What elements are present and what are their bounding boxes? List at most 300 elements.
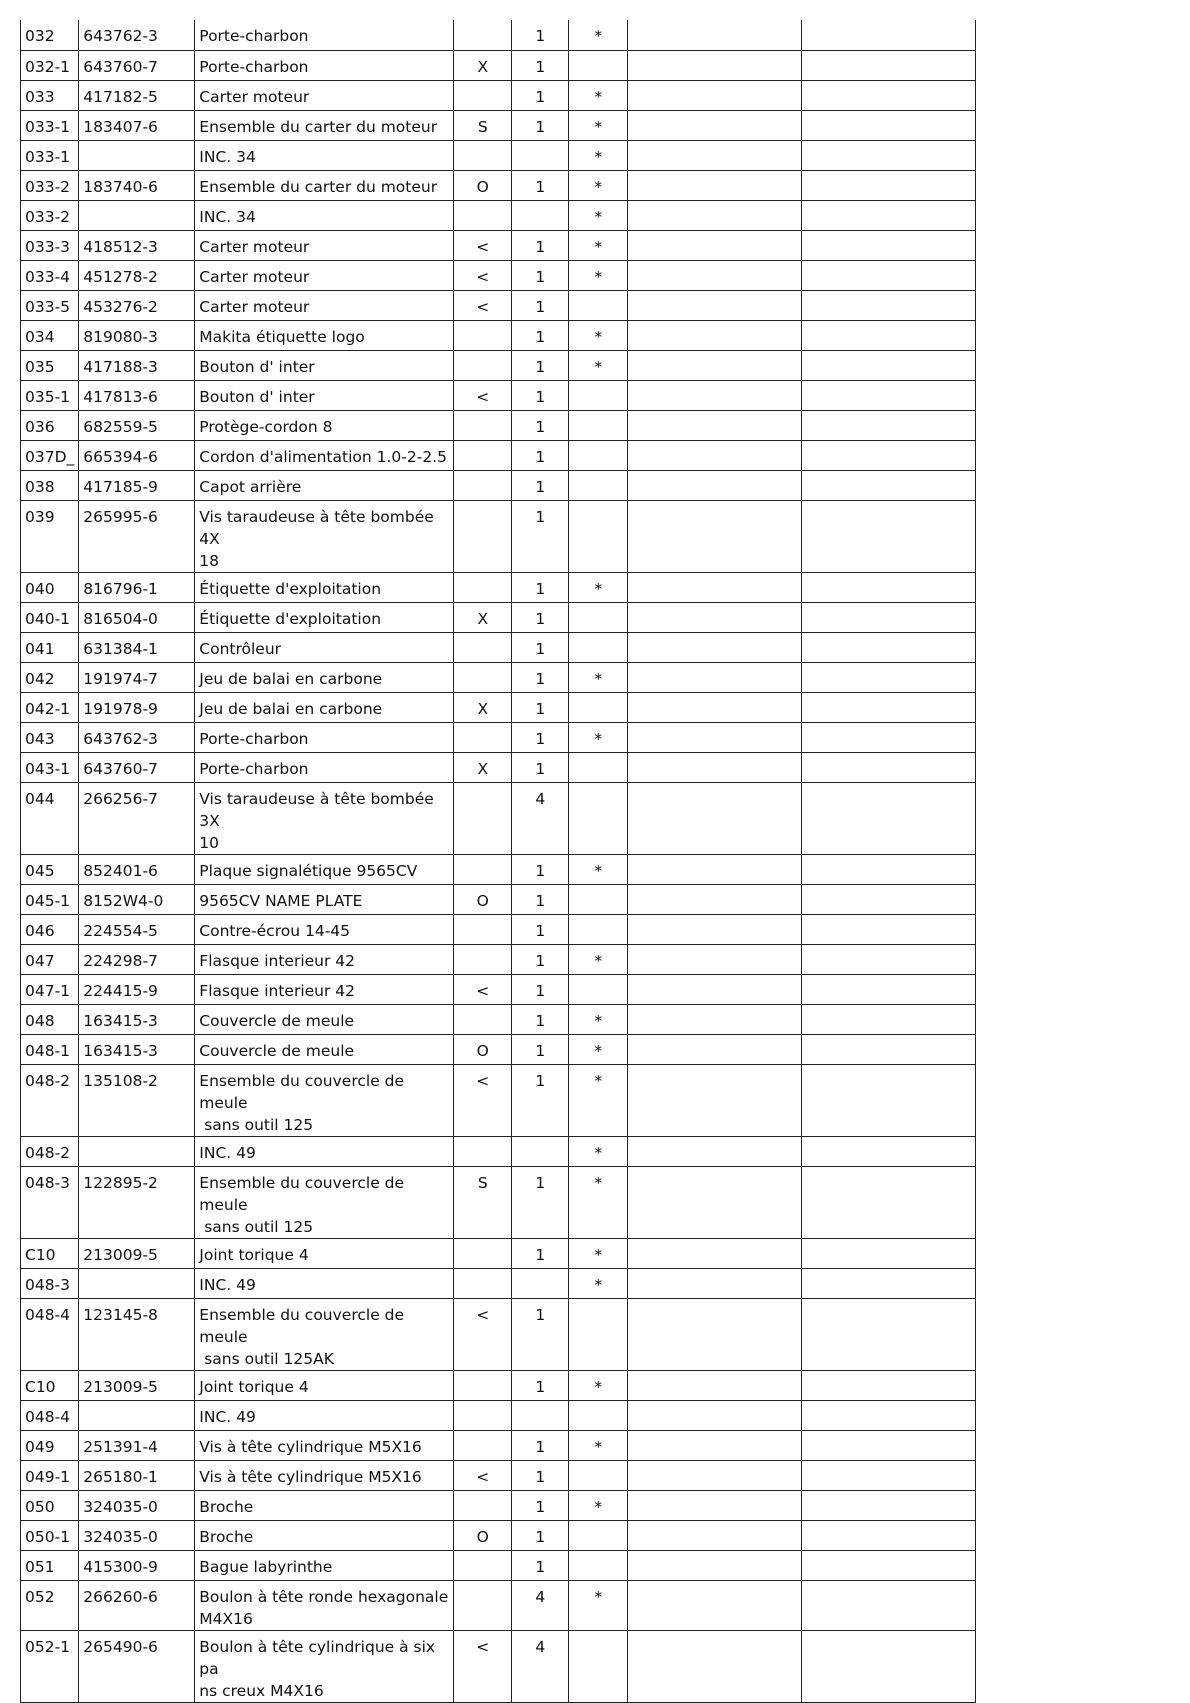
note-cell: * — [569, 80, 628, 110]
table-row — [21, 1034, 976, 1064]
table-row — [21, 632, 976, 662]
code-cell: < — [454, 380, 512, 410]
empty-cell — [802, 200, 976, 230]
quantity-cell: 4 — [512, 1580, 569, 1630]
note-cell: * — [569, 140, 628, 170]
note-cell — [569, 1298, 628, 1370]
empty-cell — [802, 440, 976, 470]
empty-cell — [802, 974, 976, 1004]
note-cell: * — [569, 1370, 628, 1400]
description-cell: Boulon à tête cylindrique à six pa ns creux M4X16 — [195, 1630, 454, 1702]
note-cell — [569, 632, 628, 662]
reference-cell: 643760-7 — [79, 50, 195, 80]
part-number-cell: 037D_ — [21, 440, 79, 470]
description-cell: Plaque signalétique 9565CV — [195, 854, 454, 884]
empty-cell — [628, 884, 802, 914]
part-number-cell: 047 — [21, 944, 79, 974]
part-number-cell: 033-5 — [21, 290, 79, 320]
part-number-cell: 048-1 — [21, 1034, 79, 1064]
note-cell — [569, 752, 628, 782]
empty-cell — [628, 1268, 802, 1298]
table-row — [21, 782, 976, 854]
part-number-cell: 034 — [21, 320, 79, 350]
reference-cell: 183407-6 — [79, 110, 195, 140]
empty-cell — [628, 440, 802, 470]
code-cell — [454, 200, 512, 230]
empty-cell — [802, 1630, 976, 1702]
note-cell: * — [569, 1136, 628, 1166]
table-row — [21, 80, 976, 110]
table-row — [21, 260, 976, 290]
reference-cell: 415300-9 — [79, 1550, 195, 1580]
code-cell — [454, 944, 512, 974]
code-cell — [454, 1370, 512, 1400]
description-cell: Bague labyrinthe — [195, 1550, 454, 1580]
code-cell: O — [454, 170, 512, 200]
code-cell — [454, 1430, 512, 1460]
description-cell: Joint torique 4 — [195, 1370, 454, 1400]
code-cell: X — [454, 692, 512, 722]
empty-cell — [628, 380, 802, 410]
reference-cell: 213009-5 — [79, 1238, 195, 1268]
note-cell: * — [569, 1004, 628, 1034]
reference-cell: 266260-6 — [79, 1580, 195, 1630]
description-cell: Carter moteur — [195, 290, 454, 320]
note-cell — [569, 602, 628, 632]
code-cell: < — [454, 1630, 512, 1702]
note-cell — [569, 500, 628, 572]
part-number-cell: 044 — [21, 782, 79, 854]
empty-cell — [802, 1460, 976, 1490]
part-number-cell: 049 — [21, 1430, 79, 1460]
description-cell: INC. 49 — [195, 1136, 454, 1166]
table-row — [21, 1238, 976, 1268]
part-number-cell: 033-2 — [21, 200, 79, 230]
code-cell — [454, 1238, 512, 1268]
quantity-cell: 1 — [512, 1550, 569, 1580]
code-cell: < — [454, 1064, 512, 1136]
table-row — [21, 200, 976, 230]
empty-cell — [802, 914, 976, 944]
quantity-cell: 1 — [512, 1460, 569, 1490]
reference-cell: 265180-1 — [79, 1460, 195, 1490]
table-row — [21, 914, 976, 944]
description-cell: Ensemble du carter du moteur — [195, 170, 454, 200]
description-cell: Broche — [195, 1490, 454, 1520]
reference-cell: 643760-7 — [79, 752, 195, 782]
empty-cell — [628, 1460, 802, 1490]
code-cell — [454, 410, 512, 440]
empty-cell — [802, 782, 976, 854]
quantity-cell: 1 — [512, 1004, 569, 1034]
reference-cell — [79, 1400, 195, 1430]
description-cell: Boulon à tête ronde hexagonale M4X16 — [195, 1580, 454, 1630]
reference-cell: 191978-9 — [79, 692, 195, 722]
quantity-cell: 1 — [512, 1166, 569, 1238]
table-row — [21, 1490, 976, 1520]
quantity-cell: 1 — [512, 500, 569, 572]
code-cell: < — [454, 1298, 512, 1370]
part-number-cell: 038 — [21, 470, 79, 500]
quantity-cell: 1 — [512, 1370, 569, 1400]
table-row — [21, 1370, 976, 1400]
note-cell: * — [569, 1268, 628, 1298]
quantity-cell: 1 — [512, 572, 569, 602]
quantity-cell: 1 — [512, 260, 569, 290]
table-row — [21, 110, 976, 140]
note-cell — [569, 440, 628, 470]
part-number-cell: 035 — [21, 350, 79, 380]
empty-cell — [628, 260, 802, 290]
table-row — [21, 1580, 976, 1630]
empty-cell — [628, 662, 802, 692]
description-cell: 9565CV NAME PLATE — [195, 884, 454, 914]
empty-cell — [628, 602, 802, 632]
quantity-cell: 1 — [512, 914, 569, 944]
note-cell: * — [569, 1034, 628, 1064]
code-cell — [454, 1490, 512, 1520]
quantity-cell: 1 — [512, 1238, 569, 1268]
empty-cell — [802, 350, 976, 380]
empty-cell — [802, 110, 976, 140]
note-cell: * — [569, 1490, 628, 1520]
table-row — [21, 602, 976, 632]
empty-cell — [802, 470, 976, 500]
description-cell: Vis à tête cylindrique M5X16 — [195, 1430, 454, 1460]
empty-cell — [628, 1238, 802, 1268]
quantity-cell: 1 — [512, 632, 569, 662]
quantity-cell: 1 — [512, 350, 569, 380]
note-cell — [569, 1630, 628, 1702]
part-number-cell: 045 — [21, 854, 79, 884]
description-cell: Carter moteur — [195, 260, 454, 290]
part-number-cell: 033-1 — [21, 140, 79, 170]
empty-cell — [802, 722, 976, 752]
table-row — [21, 1430, 976, 1460]
code-cell: X — [454, 602, 512, 632]
part-number-cell: 048-3 — [21, 1268, 79, 1298]
empty-cell — [628, 782, 802, 854]
quantity-cell — [512, 1268, 569, 1298]
empty-cell — [628, 914, 802, 944]
description-cell: Vis taraudeuse à tête bombée 4X 18 — [195, 500, 454, 572]
empty-cell — [628, 500, 802, 572]
reference-cell: 451278-2 — [79, 260, 195, 290]
note-cell: * — [569, 20, 628, 50]
code-cell — [454, 1268, 512, 1298]
quantity-cell: 1 — [512, 170, 569, 200]
description-cell: Broche — [195, 1520, 454, 1550]
empty-cell — [802, 944, 976, 974]
note-cell: * — [569, 572, 628, 602]
description-cell: INC. 49 — [195, 1268, 454, 1298]
table-row — [21, 470, 976, 500]
empty-cell — [628, 722, 802, 752]
empty-cell — [802, 380, 976, 410]
description-cell: Ensemble du carter du moteur — [195, 110, 454, 140]
empty-cell — [628, 1064, 802, 1136]
quantity-cell: 1 — [512, 50, 569, 80]
part-number-cell: 045-1 — [21, 884, 79, 914]
table-row — [21, 752, 976, 782]
empty-cell — [802, 1490, 976, 1520]
reference-cell — [79, 140, 195, 170]
part-number-cell: 036 — [21, 410, 79, 440]
reference-cell: 183740-6 — [79, 170, 195, 200]
code-cell — [454, 1400, 512, 1430]
table-row — [21, 1298, 976, 1370]
table-row — [21, 50, 976, 80]
empty-cell — [802, 1400, 976, 1430]
empty-cell — [628, 50, 802, 80]
empty-cell — [628, 410, 802, 440]
code-cell — [454, 440, 512, 470]
code-cell — [454, 722, 512, 752]
reference-cell: 265490-6 — [79, 1630, 195, 1702]
reference-cell: 417813-6 — [79, 380, 195, 410]
part-number-cell: 043-1 — [21, 752, 79, 782]
reference-cell: 135108-2 — [79, 1064, 195, 1136]
quantity-cell: 1 — [512, 230, 569, 260]
part-number-cell: 041 — [21, 632, 79, 662]
empty-cell — [628, 80, 802, 110]
empty-cell — [802, 260, 976, 290]
part-number-cell: 032 — [21, 20, 79, 50]
quantity-cell: 1 — [512, 440, 569, 470]
reference-cell: 631384-1 — [79, 632, 195, 662]
table-row — [21, 692, 976, 722]
empty-cell — [802, 1034, 976, 1064]
part-number-cell: 043 — [21, 722, 79, 752]
empty-cell — [802, 20, 976, 50]
empty-cell — [628, 1034, 802, 1064]
quantity-cell: 1 — [512, 1490, 569, 1520]
table-row — [21, 1136, 976, 1166]
empty-cell — [628, 1490, 802, 1520]
empty-cell — [802, 500, 976, 572]
table-row — [21, 20, 976, 50]
empty-cell — [802, 1238, 976, 1268]
quantity-cell: 1 — [512, 1520, 569, 1550]
reference-cell: 417188-3 — [79, 350, 195, 380]
note-cell — [569, 1550, 628, 1580]
part-number-cell: 039 — [21, 500, 79, 572]
description-cell: Couvercle de meule — [195, 1034, 454, 1064]
quantity-cell: 1 — [512, 1034, 569, 1064]
empty-cell — [628, 1630, 802, 1702]
description-cell: Ensemble du couvercle de meule sans outil 125 — [195, 1064, 454, 1136]
empty-cell — [802, 320, 976, 350]
table-row — [21, 1630, 976, 1702]
reference-cell — [79, 1268, 195, 1298]
note-cell — [569, 974, 628, 1004]
description-cell: Porte-charbon — [195, 50, 454, 80]
quantity-cell: 1 — [512, 722, 569, 752]
quantity-cell: 1 — [512, 692, 569, 722]
part-number-cell: 047-1 — [21, 974, 79, 1004]
empty-cell — [802, 1004, 976, 1034]
empty-cell — [802, 1298, 976, 1370]
empty-cell — [802, 290, 976, 320]
note-cell: * — [569, 1430, 628, 1460]
reference-cell: 266256-7 — [79, 782, 195, 854]
part-number-cell: 048-3 — [21, 1166, 79, 1238]
empty-cell — [802, 1064, 976, 1136]
reference-cell: 324035-0 — [79, 1520, 195, 1550]
part-number-cell: 048-4 — [21, 1298, 79, 1370]
empty-cell — [628, 140, 802, 170]
description-cell: Jeu de balai en carbone — [195, 662, 454, 692]
note-cell: * — [569, 1064, 628, 1136]
table-row — [21, 884, 976, 914]
note-cell — [569, 380, 628, 410]
empty-cell — [628, 1298, 802, 1370]
empty-cell — [628, 1550, 802, 1580]
empty-cell — [802, 230, 976, 260]
part-number-cell: 033-3 — [21, 230, 79, 260]
note-cell: * — [569, 170, 628, 200]
reference-cell: 665394-6 — [79, 440, 195, 470]
note-cell: * — [569, 230, 628, 260]
empty-cell — [802, 602, 976, 632]
note-cell — [569, 290, 628, 320]
table-row — [21, 974, 976, 1004]
note-cell: * — [569, 1238, 628, 1268]
empty-cell — [628, 20, 802, 50]
table-row — [21, 230, 976, 260]
empty-cell — [802, 1268, 976, 1298]
part-number-cell: 033 — [21, 80, 79, 110]
note-cell: * — [569, 722, 628, 752]
note-cell: * — [569, 854, 628, 884]
reference-cell — [79, 1136, 195, 1166]
empty-cell — [628, 854, 802, 884]
note-cell: * — [569, 200, 628, 230]
code-cell — [454, 662, 512, 692]
table-row — [21, 320, 976, 350]
quantity-cell: 1 — [512, 854, 569, 884]
empty-cell — [628, 110, 802, 140]
part-number-cell: 051 — [21, 1550, 79, 1580]
quantity-cell — [512, 200, 569, 230]
empty-cell — [802, 1520, 976, 1550]
reference-cell: 453276-2 — [79, 290, 195, 320]
code-cell: < — [454, 230, 512, 260]
description-cell: Capot arrière — [195, 470, 454, 500]
empty-cell — [628, 350, 802, 380]
reference-cell: 852401-6 — [79, 854, 195, 884]
empty-cell — [628, 1004, 802, 1034]
quantity-cell: 1 — [512, 944, 569, 974]
empty-cell — [628, 1580, 802, 1630]
part-number-cell: 046 — [21, 914, 79, 944]
description-cell: Vis taraudeuse à tête bombée 3X 10 — [195, 782, 454, 854]
description-cell: Porte-charbon — [195, 722, 454, 752]
code-cell — [454, 80, 512, 110]
note-cell — [569, 692, 628, 722]
empty-cell — [802, 572, 976, 602]
code-cell — [454, 320, 512, 350]
empty-cell — [628, 320, 802, 350]
code-cell — [454, 572, 512, 602]
part-number-cell: 048-2 — [21, 1136, 79, 1166]
empty-cell — [802, 80, 976, 110]
part-number-cell: 050-1 — [21, 1520, 79, 1550]
table-row — [21, 410, 976, 440]
note-cell: * — [569, 260, 628, 290]
empty-cell — [628, 692, 802, 722]
part-number-cell: 040-1 — [21, 602, 79, 632]
part-number-cell: 049-1 — [21, 1460, 79, 1490]
reference-cell: 163415-3 — [79, 1034, 195, 1064]
reference-cell: 643762-3 — [79, 20, 195, 50]
code-cell: O — [454, 884, 512, 914]
quantity-cell — [512, 1400, 569, 1430]
empty-cell — [628, 290, 802, 320]
reference-cell: 224298-7 — [79, 944, 195, 974]
table-row — [21, 1166, 976, 1238]
reference-cell: 122895-2 — [79, 1166, 195, 1238]
empty-cell — [628, 170, 802, 200]
quantity-cell: 1 — [512, 470, 569, 500]
code-cell — [454, 500, 512, 572]
description-cell: Bouton d' inter — [195, 350, 454, 380]
description-cell: Cordon d'alimentation 1.0-2-2.5 — [195, 440, 454, 470]
part-number-cell: 048 — [21, 1004, 79, 1034]
part-number-cell: C10 — [21, 1370, 79, 1400]
part-number-cell: 052-1 — [21, 1630, 79, 1702]
note-cell: * — [569, 1166, 628, 1238]
empty-cell — [628, 632, 802, 662]
code-cell: X — [454, 50, 512, 80]
empty-cell — [628, 1430, 802, 1460]
description-cell: Flasque interieur 42 — [195, 974, 454, 1004]
parts-table-body — [21, 20, 976, 1702]
description-cell: Ensemble du couvercle de meule sans outil 125AK — [195, 1298, 454, 1370]
note-cell — [569, 50, 628, 80]
description-cell: Joint torique 4 — [195, 1238, 454, 1268]
table-row — [21, 170, 976, 200]
code-cell: < — [454, 260, 512, 290]
empty-cell — [802, 410, 976, 440]
empty-cell — [628, 1136, 802, 1166]
empty-cell — [628, 1400, 802, 1430]
empty-cell — [802, 752, 976, 782]
code-cell: O — [454, 1520, 512, 1550]
part-number-cell: 040 — [21, 572, 79, 602]
note-cell — [569, 884, 628, 914]
code-cell — [454, 854, 512, 884]
reference-cell: 324035-0 — [79, 1490, 195, 1520]
reference-cell: 224554-5 — [79, 914, 195, 944]
description-cell: Contrôleur — [195, 632, 454, 662]
table-row — [21, 1460, 976, 1490]
description-cell: Flasque interieur 42 — [195, 944, 454, 974]
quantity-cell: 1 — [512, 290, 569, 320]
quantity-cell: 1 — [512, 320, 569, 350]
description-cell: Couvercle de meule — [195, 1004, 454, 1034]
description-cell: Protège-cordon 8 — [195, 410, 454, 440]
reference-cell: 418512-3 — [79, 230, 195, 260]
empty-cell — [802, 1580, 976, 1630]
reference-cell: 816796-1 — [79, 572, 195, 602]
code-cell: S — [454, 1166, 512, 1238]
reference-cell: 8152W4-0 — [79, 884, 195, 914]
reference-cell: 816504-0 — [79, 602, 195, 632]
empty-cell — [628, 944, 802, 974]
empty-cell — [628, 1370, 802, 1400]
description-cell: Vis à tête cylindrique M5X16 — [195, 1460, 454, 1490]
